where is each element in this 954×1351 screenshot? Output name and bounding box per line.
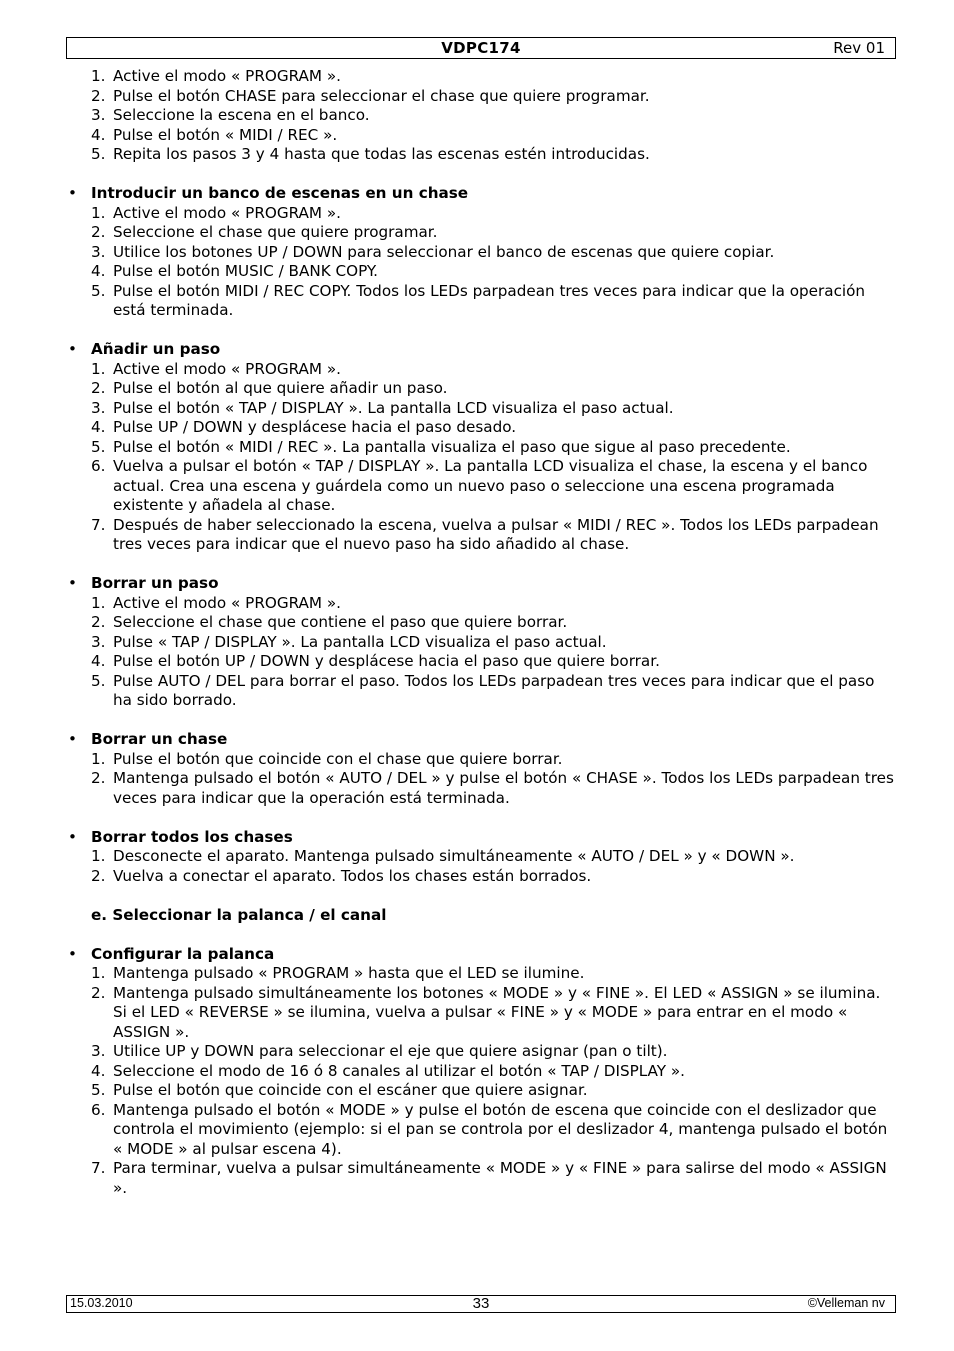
chapter-heading: e. Seleccionar la palanca / el canal: [91, 905, 387, 924]
section-title: Borrar todos los chases: [91, 827, 293, 846]
step-number: 6.: [91, 1100, 106, 1119]
list-item: [66, 145, 896, 165]
step-number: 1.: [91, 203, 106, 222]
step-number: 2.: [91, 983, 106, 1002]
step-text: Pulse el botón que coincide con el escáner que quiere asignar.: [113, 1081, 588, 1099]
list-item: [66, 87, 896, 107]
step-text: Active el modo « PROGRAM ».: [113, 203, 341, 222]
list-item: [66, 379, 896, 399]
list-item: [66, 282, 896, 321]
step-number: 4.: [91, 125, 106, 144]
list-item: [66, 1081, 896, 1101]
joystick-section: [66, 945, 896, 1199]
section-title: Borrar un paso: [91, 574, 219, 592]
revision: Rev 01: [833, 39, 885, 57]
step-list: [66, 360, 896, 555]
step-number: 1.: [91, 847, 106, 865]
step-text: Pulse el botón al que quiere añadir un paso.: [113, 379, 448, 397]
list-item: [66, 360, 896, 380]
step-number: 3.: [91, 106, 106, 124]
step-number: 2.: [91, 223, 106, 241]
step-text: Mantenga pulsado el botón « AUTO / DEL » y pulse el botón « CHASE ». Todos los LEDs parpadean tres veces para indicar que la operación está terminada.: [113, 769, 894, 807]
step-number: 5.: [91, 281, 106, 300]
step-text: Después de haber seleccionado la escena, vuelva a pulsar « MIDI / REC ». Todos los LEDs parpadean tres veces para indicar que el nuevo paso ha sido añadido al chase.: [113, 515, 879, 553]
section-title: Borrar un chase: [91, 730, 228, 748]
step-number: 3.: [91, 398, 106, 417]
step-number: 2.: [91, 866, 106, 885]
step-number: 3.: [91, 1042, 106, 1060]
delete-step-section: [66, 574, 896, 711]
step-number: 5.: [91, 1081, 106, 1099]
step-text: Mantenga pulsado « PROGRAM » hasta que el LED se ilumine.: [113, 964, 585, 982]
step-number: 7.: [91, 1159, 106, 1177]
step-text: Active el modo « PROGRAM ».: [113, 359, 341, 378]
delete-chase-section: [66, 730, 896, 808]
step-text: Repita los pasos 3 y 4 hasta que todas las escenas estén introducidas.: [113, 145, 650, 163]
list-item: [66, 769, 896, 808]
list-item: [66, 262, 896, 282]
step-text: Seleccione la escena en el banco.: [113, 106, 370, 124]
step-text: Desconecte el aparato. Mantenga pulsado simultáneamente « AUTO / DEL » y « DOWN ».: [113, 847, 795, 865]
step-number: 1.: [91, 359, 106, 378]
list-item: [66, 867, 896, 887]
step-number: 6.: [91, 457, 106, 475]
list-item: [66, 1042, 896, 1062]
list-item: [66, 67, 896, 87]
list-item: [66, 652, 896, 672]
bullet-icon: •: [68, 730, 77, 748]
section-heading: [66, 828, 896, 848]
section-heading: [66, 574, 896, 594]
step-text: Vuelva a conectar el aparato. Todos los chases están borrados.: [113, 866, 592, 885]
step-number: 3.: [91, 632, 106, 651]
step-number: 7.: [91, 515, 106, 534]
page-footer: [66, 1295, 896, 1313]
bullet-icon: •: [68, 827, 77, 846]
list-item: [66, 457, 896, 516]
step-text: Utilice UP y DOWN para seleccionar el eje que quiere asignar (pan o tilt).: [113, 1042, 668, 1060]
step-text: Active el modo « PROGRAM ».: [113, 67, 341, 85]
step-text: Pulse el botón « MIDI / REC ».: [113, 125, 338, 144]
step-number: 1.: [91, 593, 106, 612]
step-number: 2.: [91, 379, 106, 397]
list-item: [66, 1101, 896, 1160]
section-heading: [66, 340, 896, 360]
intro-section: [66, 67, 896, 165]
step-text: Pulse el botón MIDI / REC COPY. Todos los LEDs parpadean tres veces para indicar que la operación está terminada.: [113, 281, 866, 319]
step-text: Para terminar, vuelva a pulsar simultáneamente « MODE » y « FINE » para salirse del modo « ASSIGN ».: [113, 1159, 887, 1197]
section-heading: [66, 730, 896, 750]
section-title: Configurar la palanca: [91, 944, 275, 963]
list-item: [66, 964, 896, 984]
step-text: Seleccione el chase que quiere programar.: [113, 223, 438, 241]
step-list: [66, 964, 896, 1198]
list-item: [66, 633, 896, 653]
section-heading: [66, 184, 896, 204]
step-text: Pulse AUTO / DEL para borrar el paso. Todos los LEDs parpadean tres veces para indicar que el paso ha sido borrado.: [113, 671, 875, 709]
step-text: Seleccione el modo de 16 ó 8 canales al utilizar el botón « TAP / DISPLAY ».: [113, 1061, 685, 1080]
step-text: Active el modo « PROGRAM ».: [113, 593, 341, 612]
step-text: Pulse « TAP / DISPLAY ». La pantalla LCD visualiza el paso actual.: [113, 632, 607, 651]
list-item: [66, 106, 896, 126]
step-text: Pulse el botón « MIDI / REC ». La pantalla visualiza el paso que sigue al paso precedente.: [113, 437, 791, 456]
step-text: Pulse el botón que coincide con el chase que quiere borrar.: [113, 749, 563, 768]
step-list: [66, 204, 896, 321]
page-header: [66, 37, 896, 59]
bullet-icon: •: [68, 574, 77, 592]
list-item: [66, 594, 896, 614]
bullet-icon: •: [68, 184, 77, 202]
page-content: [66, 67, 896, 1218]
bullet-icon: •: [68, 944, 77, 963]
section-title: Introducir un banco de escenas en un chase: [91, 184, 469, 202]
step-number: 2.: [91, 769, 106, 787]
step-number: 5.: [91, 437, 106, 456]
step-number: 4.: [91, 1061, 106, 1080]
list-item: [66, 126, 896, 146]
add-step-section: [66, 340, 896, 555]
step-number: 4.: [91, 262, 106, 280]
step-text: Pulse el botón UP / DOWN y desplácese hacia el paso que quiere borrar.: [113, 652, 660, 670]
model-name: VDPC174: [441, 39, 521, 57]
step-text: Mantenga pulsado simultáneamente los botones « MODE » y « FINE ». El LED « ASSIGN » se ilumina. Si el LED « REVERSE » se ilumina, vuelva a pulsar « FINE » y « MODE » para entrar en el modo « ASSIGN ».: [113, 983, 881, 1041]
list-item: [66, 204, 896, 224]
list-item: [66, 399, 896, 419]
list-item: [66, 672, 896, 711]
step-text: Pulse el botón CHASE para seleccionar el chase que quiere programar.: [113, 86, 650, 105]
bank-section: [66, 184, 896, 321]
footer-date: 15.03.2010: [70, 1296, 133, 1310]
bullet-icon: •: [68, 340, 77, 358]
step-number: 1.: [91, 67, 106, 85]
step-number: 1.: [91, 964, 106, 982]
step-text: Pulse el botón MUSIC / BANK COPY.: [113, 262, 378, 280]
list-item: [66, 516, 896, 555]
page-number: 33: [472, 1295, 490, 1312]
step-number: 5.: [91, 145, 106, 163]
delete-all-section: [66, 828, 896, 887]
step-list: [66, 750, 896, 809]
step-text: Vuelva a pulsar el botón « TAP / DISPLAY ». La pantalla LCD visualiza el chase, la escena y el banco actual. Crea una escena y guárdela como un nuevo paso o seleccione una escena programada existente y añadela al chase.: [113, 457, 868, 514]
step-number: 4.: [91, 652, 106, 670]
step-text: Utilice los botones UP / DOWN para seleccionar el banco de escenas que quiere copiar.: [113, 242, 775, 261]
step-number: 1.: [91, 749, 106, 768]
step-number: 3.: [91, 242, 106, 261]
step-number: 5.: [91, 671, 106, 690]
step-number: 2.: [91, 613, 106, 631]
step-number: 2.: [91, 86, 106, 105]
list-item: [66, 984, 896, 1043]
list-item: [66, 1159, 896, 1198]
step-number: 4.: [91, 418, 106, 436]
list-item: [66, 438, 896, 458]
step-list: [66, 847, 896, 886]
step-text: Mantenga pulsado el botón « MODE » y pulse el botón de escena que coincide con el deslizador que controla el movimiento (ejemplo: si el pan se controla por el deslizador 4, mantenga pulsado el botón « MODE » al pulsar escena 4).: [113, 1100, 888, 1158]
step-text: Pulse el botón « TAP / DISPLAY ». La pantalla LCD visualiza el paso actual.: [113, 398, 674, 417]
copyright: ©Velleman nv: [807, 1296, 885, 1310]
step-text: Seleccione el chase que contiene el paso que quiere borrar.: [113, 613, 568, 631]
list-item: [66, 847, 896, 867]
list-item: [66, 750, 896, 770]
step-list: [66, 67, 896, 165]
list-item: [66, 1062, 896, 1082]
list-item: [66, 418, 896, 438]
step-list: [66, 594, 896, 711]
step-text: Pulse UP / DOWN y desplácese hacia el paso desado.: [113, 418, 517, 436]
section-title: Añadir un paso: [91, 340, 221, 358]
list-item: [66, 243, 896, 263]
section-heading: [66, 945, 896, 965]
list-item: [66, 613, 896, 633]
list-item: [66, 223, 896, 243]
